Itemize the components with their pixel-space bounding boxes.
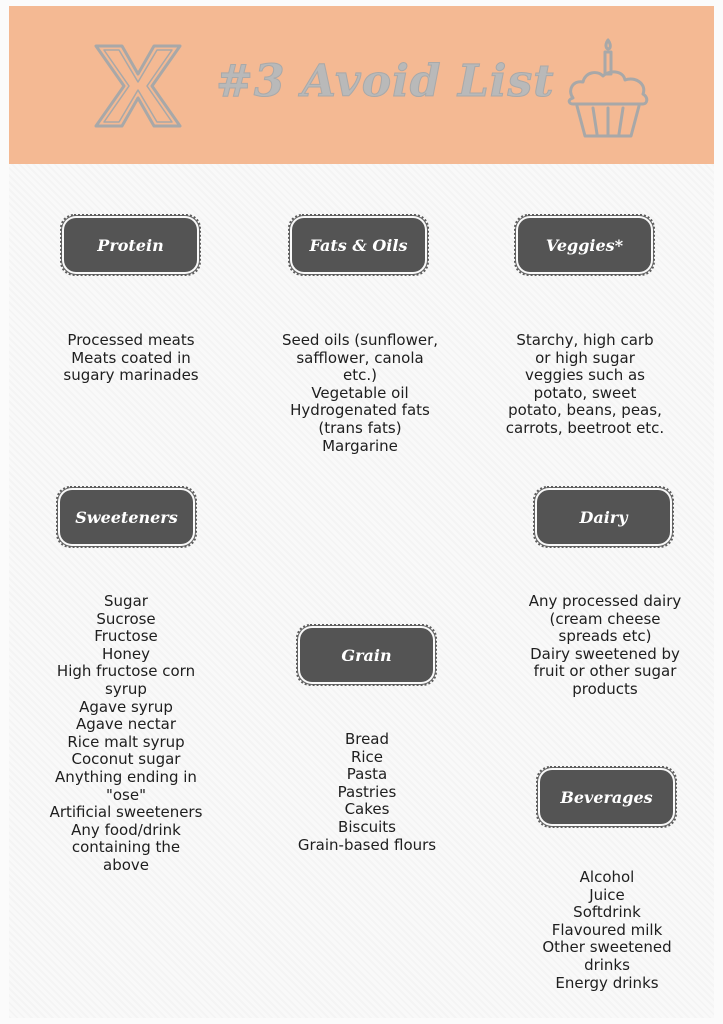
sweeteners-badge (60, 490, 193, 544)
list-item: Softdrink (573, 903, 641, 922)
list-item: Processed meats (67, 331, 195, 349)
list-item: Energy drinks (555, 973, 659, 992)
beverages-badge (540, 770, 673, 824)
dairy-list (512, 593, 698, 699)
grain-label: Grain (341, 645, 392, 665)
page-title: #3 Avoid List (216, 56, 555, 107)
list-item: fruit or other sugar (533, 662, 677, 681)
list-item: Anything ending in (55, 767, 197, 786)
list-item: Rice malt syrup (67, 732, 185, 751)
list-item: (cream cheese (549, 609, 661, 628)
list-item: etc.) (343, 366, 377, 385)
dairy-badge (537, 490, 670, 544)
list-item: Vegetable oil (311, 383, 409, 402)
veggies-label: Veggies* (545, 235, 624, 255)
list-item: Biscuits (338, 817, 396, 836)
list-item: spreads etc) (558, 627, 652, 646)
veggies-badge (518, 218, 651, 272)
list-item: Artificial sweeteners (49, 803, 203, 822)
list-item: potato, sweet (533, 383, 637, 402)
fats-oils-list (262, 332, 458, 455)
sweeteners-label: Sweeteners (75, 507, 178, 527)
fats-oils-badge (292, 218, 425, 272)
list-item: Starchy, high carb (516, 331, 654, 349)
list-item: Pastries (337, 782, 397, 801)
protein-list (40, 332, 222, 385)
list-item: Juice (589, 885, 625, 904)
list-item: Cakes (344, 800, 390, 819)
protein-badge (64, 218, 197, 272)
list-item: Alcohol (579, 868, 635, 886)
list-item: products (572, 679, 638, 698)
protein-label: Protein (97, 235, 164, 255)
list-item: Meats coated in (71, 348, 191, 367)
list-item: or high sugar (535, 348, 635, 367)
list-item: Bread (344, 730, 390, 748)
dairy-label: Dairy (579, 507, 628, 527)
list-item: Fructose (94, 627, 158, 646)
list-item: Sucrose (96, 609, 156, 628)
list-item: Grain-based flours (297, 835, 437, 854)
list-item: veggies such as (525, 366, 645, 385)
list-item: Margarine (322, 436, 398, 455)
list-item: containing the (71, 838, 181, 857)
beverages-list (516, 869, 698, 992)
list-item: Rice (350, 747, 384, 766)
list-item: safflower, canola (296, 348, 424, 367)
veggies-list (494, 332, 676, 438)
x-icon (92, 40, 184, 132)
list-item: carrots, beetroot etc. (505, 418, 665, 437)
list-item: Sugar (104, 592, 148, 610)
beverages-label: Beverages (560, 787, 653, 807)
list-item: Honey (101, 644, 151, 663)
grain-badge (300, 628, 433, 682)
list-item: Other sweetened (542, 938, 672, 957)
list-item: Hydrogenated fats (290, 401, 430, 420)
list-item: Any processed dairy (528, 592, 682, 610)
list-item: Agave nectar (75, 715, 177, 734)
grain-list (276, 731, 458, 854)
list-item: High fructose corn (56, 662, 196, 681)
list-item: "ose" (105, 785, 147, 804)
list-item: syrup (105, 679, 147, 698)
list-item: above (103, 855, 149, 874)
fats-oils-label: Fats & Oils (309, 235, 408, 255)
list-item: Dairy sweetened by (530, 644, 680, 663)
cupcake-icon (563, 32, 653, 142)
list-item: Coconut sugar (71, 750, 181, 769)
list-item: Seed oils (sunflower, (281, 331, 439, 349)
sweeteners-list (36, 593, 216, 875)
list-item: Any food/drink (71, 820, 181, 839)
list-item: Agave syrup (79, 697, 173, 716)
list-item: Flavoured milk (551, 920, 663, 939)
list-item: Pasta (346, 765, 388, 784)
list-item: drinks (584, 955, 630, 974)
list-item: sugary marinades (63, 366, 199, 385)
list-item: potato, beans, peas, (508, 401, 662, 420)
list-item: (trans fats) (318, 418, 402, 437)
